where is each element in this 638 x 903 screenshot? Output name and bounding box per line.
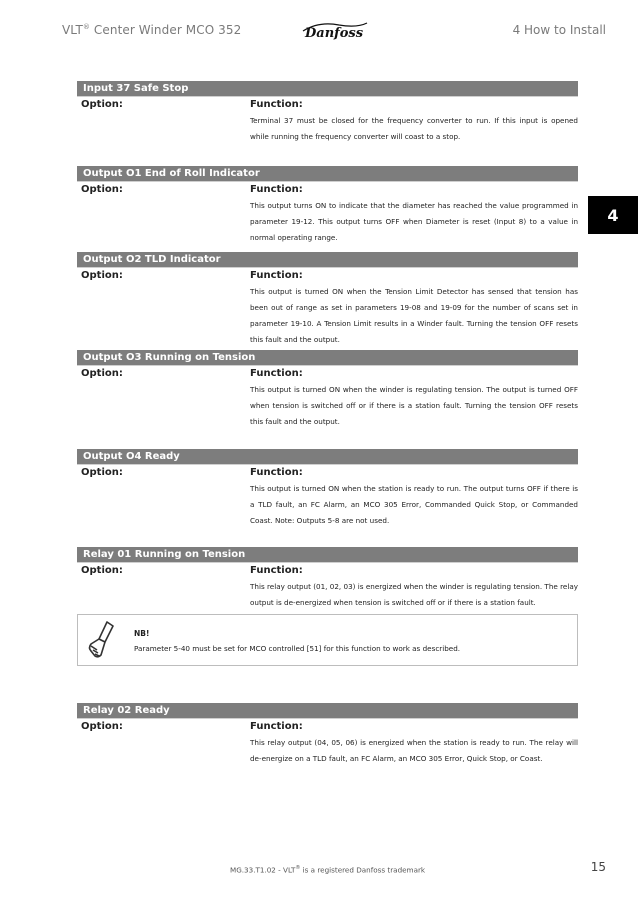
function-text: This relay output (04, 05, 06) is energized when the station is ready to run. The relay will de-energize on a TLD fault, an FC Alarm, an MCO 305 Error, Quick Stop, or Coast.: [250, 738, 578, 763]
section-input-37: [77, 81, 578, 145]
danfoss-logo: [299, 17, 371, 43]
function-text: This output is turned ON when the station is ready to run. The output turns OFF if there is a TLD fault, an FC Alarm, an MCO 305 Error, Commanded Quick Stop, or Commanded Coast. Note: Outputs 5-8 are not used.: [250, 484, 578, 525]
section-output-o2: [77, 252, 578, 348]
function-text: This output is turned ON when the Tension Limit Detector has sensed that tension has been out of range as set in parameters 19-08 and 19-09 for the number of scans set in parameter 19-10. A Tension Limit results in a Winder fault. Turning the tension OFF resets this fault and the output.: [250, 287, 578, 344]
section-title: Output O4 Ready: [77, 449, 578, 464]
function-label: Function:: [250, 99, 303, 110]
header-product: Center Winder MCO 352: [89, 23, 242, 37]
section-title: Relay 01 Running on Tension: [77, 547, 578, 562]
function-text: This output is turned ON when the winder is regulating tension. The output is turned OFF when tension is switched off or if there is a station fault. Turning the tension OFF resets this fault and the output.: [250, 385, 578, 426]
logo-text: Danfoss: [305, 26, 364, 41]
section-body: [77, 181, 578, 246]
section-output-o3: [77, 350, 578, 430]
function-label: Function:: [250, 565, 303, 576]
registered-mark: ®: [82, 23, 90, 31]
section-body: [77, 365, 578, 430]
chapter-tab: 4: [588, 196, 638, 234]
function-label: Function:: [250, 721, 303, 732]
option-label: Option:: [81, 467, 123, 478]
footer-trademark: [230, 865, 425, 874]
note-box: [77, 614, 578, 666]
section-body: [77, 718, 578, 767]
section-title: Output O1 End of Roll Indicator: [77, 166, 578, 181]
section-relay-01: [77, 547, 578, 611]
header-brand: VLT: [62, 23, 83, 37]
footer-registered-mark: ®: [295, 865, 301, 871]
section-body: [77, 96, 578, 145]
option-label: Option:: [81, 99, 123, 110]
section-body: [77, 267, 578, 348]
function-label: Function:: [250, 467, 303, 478]
page-number: 15: [590, 860, 606, 874]
chapter-title: 4 How to Install: [512, 23, 606, 37]
function-label: Function:: [250, 270, 303, 281]
function-text: Terminal 37 must be closed for the frequency converter to run. If this input is opened while running the frequency converter will coast to a stop.: [250, 116, 578, 141]
function-text: This relay output (01, 02, 03) is energized when the winder is regulating tension. The relay output is de-energized when tension is switched off or if there is a station fault.: [250, 582, 578, 607]
function-label: Function:: [250, 368, 303, 379]
header-title: [62, 23, 241, 37]
footer-trademark-text: is a registered Danfoss trademark: [300, 865, 426, 875]
section-output-o4: [77, 449, 578, 529]
section-output-o1: [77, 166, 578, 246]
section-relay-02: [77, 703, 578, 767]
footer-doc-id: MG.33.T1.02 - VLT: [230, 865, 296, 875]
option-label: Option:: [81, 565, 123, 576]
section-title: Output O3 Running on Tension: [77, 350, 578, 365]
writing-hand-icon: [85, 620, 117, 660]
function-label: Function:: [250, 184, 303, 195]
section-title: Input 37 Safe Stop: [77, 81, 578, 96]
option-label: Option:: [81, 270, 123, 281]
section-title: Relay 02 Ready: [77, 703, 578, 718]
note-title: NB!: [134, 629, 150, 638]
function-text: This output turns ON to indicate that the diameter has reached the value programmed in parameter 19-12. This output turns OFF when Diameter is reset (Input 8) to a value in normal operating range.: [250, 201, 578, 242]
section-body: [77, 562, 578, 611]
note-text: Parameter 5-40 must be set for MCO controlled [51] for this function to work as described.: [134, 644, 461, 653]
option-label: Option:: [81, 721, 123, 732]
section-body: [77, 464, 578, 529]
option-label: Option:: [81, 368, 123, 379]
section-title: Output O2 TLD Indicator: [77, 252, 578, 267]
option-label: Option:: [81, 184, 123, 195]
